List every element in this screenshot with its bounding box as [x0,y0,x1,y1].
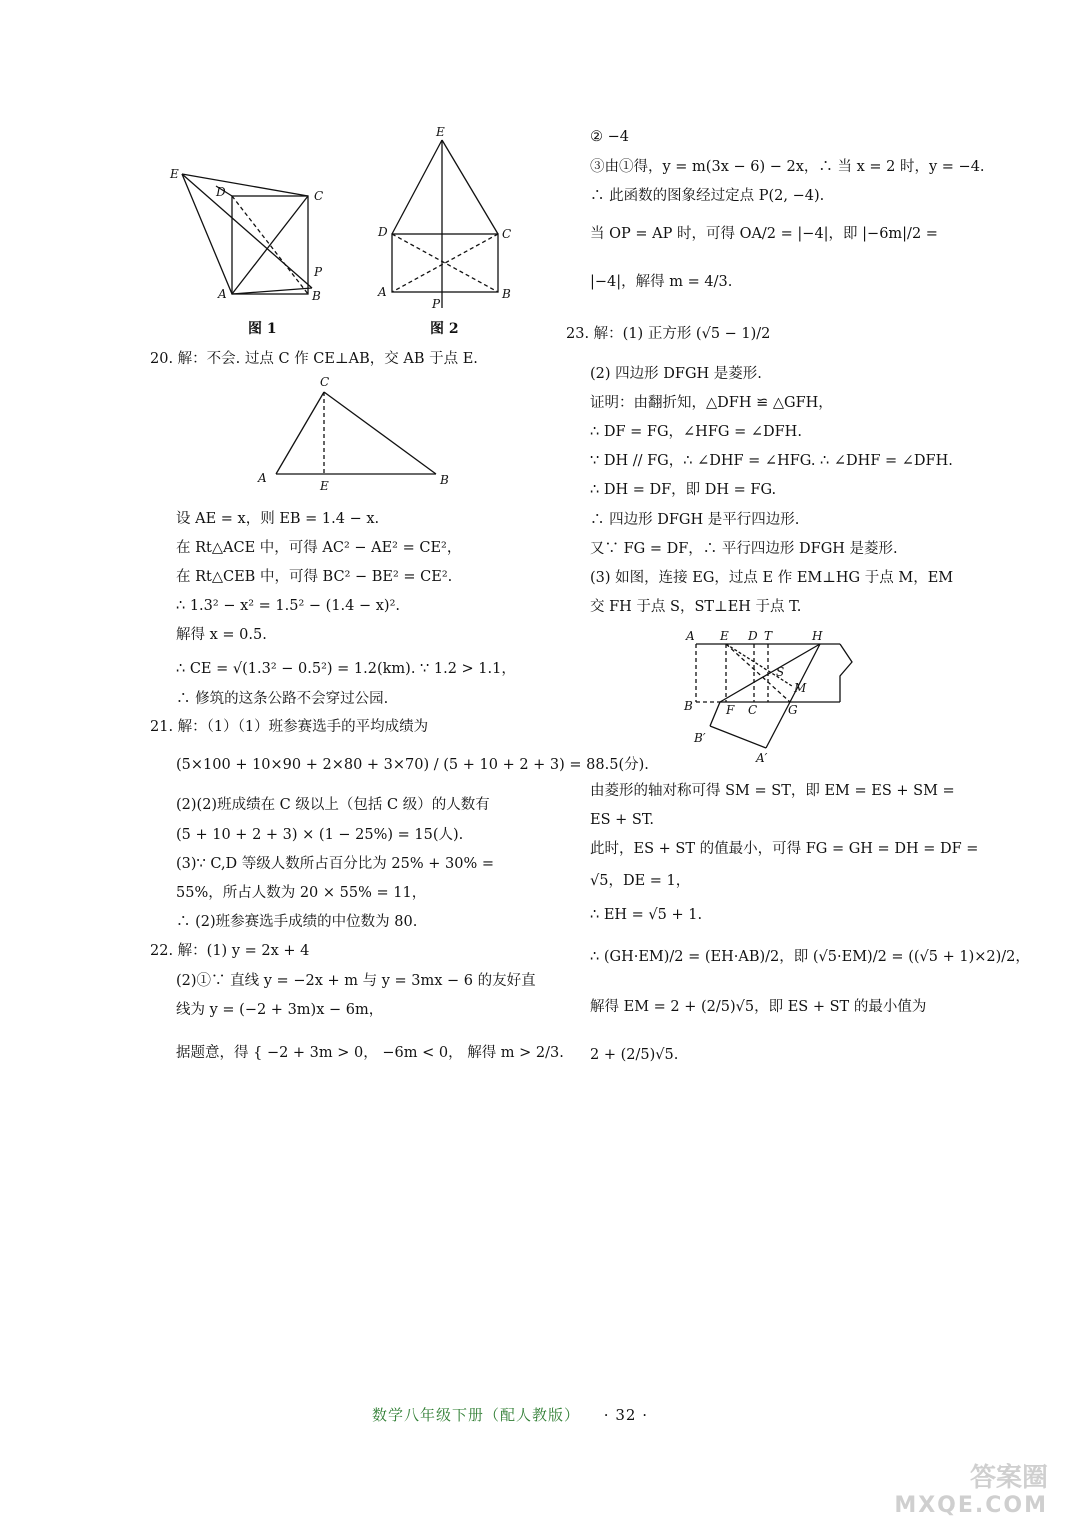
fig2-label-e: E [436,125,445,139]
footer-title: 数学八年级下册（配人教版） [372,1406,581,1424]
fig23-label-g: G [788,703,798,717]
fig20-label-c: C [320,375,330,389]
right-line-16: ES + ST. [590,812,654,828]
watermark-url: MXQE.COM [894,1493,1048,1518]
right-line-5: 23. 解：(1) 正方形 (√5 − 1)/2 [566,326,771,342]
fig20-label-b: B [440,473,449,487]
fig23-label-a-prime: A′ [756,751,768,765]
left-line-13: 55%，所占人数为 20 × 55% = 11， [176,885,427,901]
right-line-13: (3) 如图，连接 EG，过点 E 作 EM⊥HG 于点 M，EM [590,570,954,586]
page-footer [372,1404,648,1425]
right-line-18: √5，DE = 1， [590,873,691,889]
right-line-0: ② −4 [590,129,629,145]
right-line-9: ∵ DH // FG，∴ ∠DHF = ∠HFG. ∴ ∠DHF = ∠DFH. [590,453,953,469]
fig23-label-b: B [684,699,693,713]
right-line-12: 又∵ FG = DF，∴ 平行四边形 DFGH 是菱形. [590,541,898,557]
right-line-6: (2) 四边形 DFGH 是菱形. [590,366,762,382]
fig23-label-t: T [764,629,773,643]
left-line-17: 线为 y = (−2 + 3m)x − 6m， [176,1002,384,1018]
fig1-label-c: C [314,189,324,203]
fig2-label-a: A [378,285,387,299]
fig20-label-a: A [258,471,267,485]
figure-2-caption: 图 2 [430,321,459,337]
fig1-label-e: E [170,167,179,181]
fig1-label-d: D [216,185,226,199]
right-line-20: ∴ (GH·EM)/2 = (EH·AB)/2，即 (√5·EM)/2 = ((√5 + 1)×2)/2， [590,949,1030,965]
fig23-label-a: A [686,629,695,643]
right-line-11: ∴ 四边形 DFGH 是平行四边形. [590,512,800,528]
left-line-3: 在 Rt△CEB 中，可得 BC² − BE² = CE². [176,569,453,585]
fig23-label-m: M [794,681,807,695]
left-line-2: 在 Rt△ACE 中，可得 AC² − AE² = CE²， [176,540,462,556]
right-line-10: ∴ DH = DF，即 DH = FG. [590,482,777,498]
left-line-4: ∴ 1.3² − x² = 1.5² − (1.4 − x)². [176,598,401,614]
left-line-12: (3)∵ C,D 等级人数所占百分比为 25% + 30% = [176,856,494,872]
fig2-label-d: D [378,225,388,239]
fig20-label-e: E [320,479,329,492]
left-line-6: ∴ CE = √(1.3² − 0.5²) = 1.2(km). ∵ 1.2 > 1.1， [176,661,516,677]
fig2-label-c: C [502,227,512,241]
page-number: · 32 · [603,1406,648,1424]
right-line-14: 交 FH 于点 S，ST⊥EH 于点 T. [590,599,802,615]
left-line-1: 设 AE = x，则 EB = 1.4 − x. [176,511,380,527]
right-line-4: |−4|，解得 m = 4/3. [590,274,733,290]
left-line-9: (5×100 + 10×90 + 2×80 + 3×70) / (5 + 10 + 2 + 3) = 88.5(分). [176,757,649,773]
fig23-label-f: F [726,703,735,717]
fig1-label-a: A [218,287,227,301]
left-line-11: (5 + 10 + 2 + 3) × (1 − 25%) = 15(人). [176,827,464,843]
fig23-label-s: S [776,665,785,679]
watermark-text: 答案圈 [969,1463,1048,1493]
fig23-label-b-prime: B′ [694,731,706,745]
right-line-1: ③由①得，y = m(3x − 6) − 2x，∴ 当 x = 2 时，y = −4. [590,159,985,175]
fig23-label-c: C [748,703,758,717]
right-line-15: 由菱形的轴对称可得 SM = ST，即 EM = ES + SM = [590,783,955,799]
left-line-5: 解得 x = 0.5. [176,627,267,643]
left-line-0: 20. 解：不会. 过点 C 作 CE⊥AB，交 AB 于点 E. [150,351,478,367]
figure-2 [372,122,522,312]
left-line-16: (2)①∵ 直线 y = −2x + m 与 y = 3mx − 6 的友好直 [176,973,536,989]
right-line-17: 此时，ES + ST 的值最小，可得 FG = GH = DH = DF = [590,841,979,857]
fig1-label-b: B [312,289,321,303]
right-line-21: 解得 EM = 2 + (2/5)√5，即 ES + ST 的最小值为 [590,999,927,1015]
watermark [894,1464,1048,1520]
figure-1-caption: 图 1 [248,321,277,337]
right-line-8: ∴ DF = FG，∠HFG = ∠DFH. [590,424,802,440]
left-line-15: 22. 解：(1) y = 2x + 4 [150,943,310,959]
right-line-22: 2 + (2/5)√5. [590,1047,679,1063]
figure-1 [160,160,340,310]
right-line-7: 证明：由翻折知，△DFH ≌ △GFH， [590,395,833,411]
fig2-label-p: P [432,297,441,311]
left-line-7: ∴ 修筑的这条公路不会穿过公园. [176,691,389,707]
fig23-label-h: H [812,629,823,643]
right-line-19: ∴ EH = √5 + 1. [590,907,703,923]
fig23-label-e: E [720,629,729,643]
left-line-8: 21. 解：（1）（1）班参赛选手的平均成绩为 [150,719,429,735]
right-line-2: ∴ 此函数的图象经过定点 P(2, −4). [590,188,825,204]
left-line-10: (2)(2)班成绩在 C 级以上（包括 C 级）的人数有 [176,797,490,813]
fig23-label-d: D [748,629,758,643]
figure-23-fold [680,626,860,766]
right-line-3: 当 OP = AP 时，可得 OA/2 = |−4|，即 |−6m|/2 = [590,226,938,242]
fig2-label-b: B [502,287,511,301]
fig1-label-p: P [314,265,323,279]
left-line-14: ∴ (2)班参赛选手成绩的中位数为 80. [176,914,418,930]
figure-20-triangle [252,372,462,492]
left-line-18: 据题意，得 { −2 + 3m > 0， −6m < 0， 解得 m > 2/3. [176,1045,564,1061]
